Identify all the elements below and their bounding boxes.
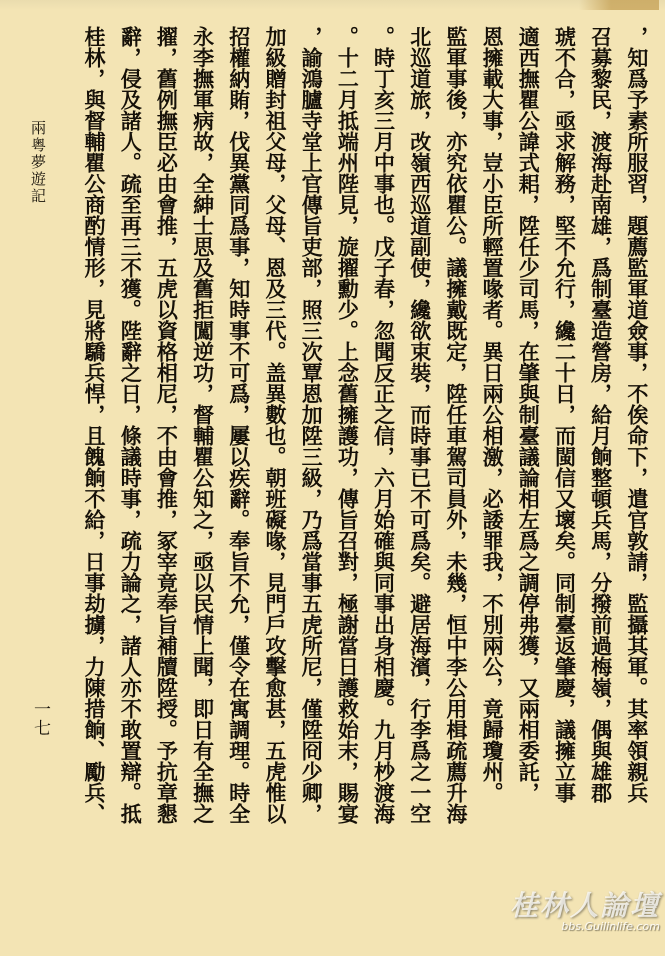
- text-column: 。時丁亥三月中事也。戊子春，忽聞反正之信，六月始確與同事出身相慶。九月杪渡海: [371, 26, 397, 824]
- forum-watermark: [460, 884, 660, 944]
- text-column: 辭，侵及諸人。疏至再三不獲。陛辭之日，條議時事，疏力論之，諸人亦不敢置辯。抵: [118, 26, 144, 824]
- text-column: 召募黎民，渡海赴南雄，爲制臺造營房，給月餉整頓兵馬，分撥前過梅嶺，偶與雄郡: [588, 26, 614, 803]
- watermark-url: bbs.Guilinlife.com: [561, 920, 660, 933]
- vertical-text-block: [80, 26, 652, 926]
- text-column: 加級贈封祖父母，父母、恩及三代。盖異數也。朝班礙喙，見門戶攻擊愈甚，五虎惟以: [262, 26, 288, 824]
- text-column: ，知爲予素所服習，題薦監軍道僉事，不俟命下，遣官敦請，監攝其軍。其率領親兵: [624, 26, 650, 803]
- top-logo-strip: [579, 0, 659, 10]
- text-column: 擢，舊例撫臣必由會推，五虎以資格相尼，不由會推，冢宰竟奉旨補牘陞授。予抗章懇: [154, 26, 180, 824]
- top-edge-strip: [0, 0, 665, 10]
- book-title: 兩粵夢遊記: [29, 120, 47, 205]
- text-column: 永李撫軍病故，全紳士思及舊拒闖逆功，督輔瞿公知之，亟以民情上聞，即日有全撫之: [190, 26, 216, 824]
- text-column: ，諭鴻臚寺堂上官傳旨吏部，照三次覃恩加陞三級，乃爲當事五虎所尼，僅陞冏少卿，: [299, 26, 325, 824]
- text-column: 監軍事後，亦究依瞿公。議擁戴既定，陞任車駕司員外，未幾，恒中李公用楫疏薦升海: [443, 26, 469, 824]
- text-column: 桂林，與督輔瞿公商酌情形，見將驕兵悍，且餽餉不給，日事劫擄，力陳措餉、勵兵、: [82, 26, 107, 824]
- text-column: 。十二月抵端州陛見，旋擢勳少。上念舊擁護功，傳旨召對，極謝當日護救始末，賜宴: [335, 26, 361, 824]
- text-column: 恩擁載大事，豈小臣所輕置喙者。異日兩公相激，必諉罪我，不別兩公，竟歸瓊州。: [480, 26, 506, 803]
- text-column: 適西撫瞿公諱式耜，陞任少司馬，在肇與制臺議論相左爲之調停弗獲，又兩相委託，: [516, 26, 542, 803]
- text-column: 琥不合，亟求解務，堅不允行，纔二十日，而閩信又壞矣。同制臺返肇慶，議擁立事: [552, 26, 578, 803]
- text-column: 招權納賄，伐異黨同爲事，知時事不可爲，屢以疾辭。奉旨不允，僅令在寓調理。時全: [226, 26, 252, 824]
- watermark-main: 桂林人論壇: [509, 889, 660, 922]
- page-number: 一七: [30, 700, 50, 738]
- text-column: 北巡道旅，改嶺西巡道副使，纔欲束裝，而時事已不可爲矣。避居海濱，行李爲之一空: [407, 26, 433, 824]
